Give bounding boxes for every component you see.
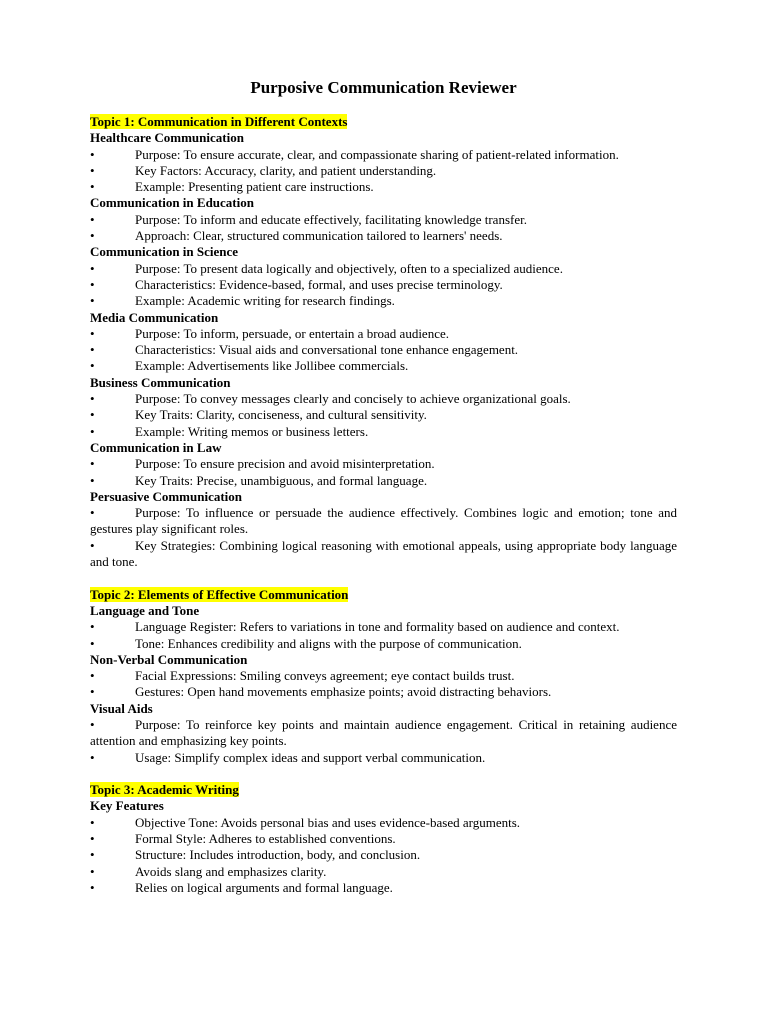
bullet-item: [90, 538, 677, 571]
bullet-text: Characteristics: Evidence-based, formal, and uses precise terminology.: [135, 276, 503, 292]
bullet-item: [90, 212, 677, 228]
bullet-icon: •: [90, 423, 95, 439]
bullet-item: [90, 473, 677, 489]
bullet-icon: •: [90, 879, 95, 895]
bullet-icon: •: [90, 472, 95, 488]
bullet-item: [90, 179, 677, 195]
bullet-item: [90, 864, 677, 880]
bullet-item: [90, 684, 677, 700]
bullet-text: Purpose: To present data logically and objectively, often to a specialized audience.: [135, 260, 563, 276]
bullet-icon: •: [90, 179, 95, 195]
bullet-text: Example: Academic writing for research findings.: [135, 293, 395, 309]
section-heading: Visual Aids: [90, 700, 153, 716]
bullet-icon: •: [90, 325, 95, 341]
topic-block: [90, 782, 677, 896]
bullet-item: [90, 636, 677, 652]
section-heading: Communication in Science: [90, 244, 239, 260]
section-heading: Language and Tone: [90, 602, 200, 618]
section-heading: Communication in Law: [90, 439, 222, 455]
bullet-text: Purpose: To inform and educate effectively, facilitating knowledge transfer.: [135, 211, 527, 227]
section-heading: Media Communication: [90, 309, 219, 325]
bullet-icon: •: [90, 162, 95, 178]
document-title: Purposive Communication Reviewer: [250, 78, 517, 97]
bullet-icon: •: [90, 358, 95, 374]
section-heading: Healthcare Communication: [90, 130, 244, 146]
bullet-text: Usage: Simplify complex ideas and support verbal communication.: [135, 749, 486, 765]
bullet-text: Purpose: To reinforce key points and maintain audience engagement. Critical in retaining audience attention and emphasizing key points.: [90, 716, 677, 749]
topics-container: [90, 114, 677, 896]
section-heading: Non-Verbal Communication: [90, 651, 248, 667]
bullet-text: Example: Writing memos or business letters.: [135, 423, 369, 439]
topic-heading-text: Topic 1: Communication in Different Contexts: [90, 114, 348, 129]
bullet-text: Tone: Enhances credibility and aligns with the purpose of communication.: [135, 635, 522, 651]
section-heading: Persuasive Communication: [90, 488, 243, 504]
bullet-icon: •: [90, 293, 95, 309]
document-page: [90, 78, 677, 896]
bullet-item: [90, 456, 677, 472]
bullet-icon: •: [90, 456, 95, 472]
bullet-item: [90, 358, 677, 374]
bullet-icon: •: [90, 211, 95, 227]
bullet-text: Key Traits: Clarity, conciseness, and cultural sensitivity.: [135, 407, 427, 423]
bullet-icon: •: [90, 716, 95, 732]
bullet-text: Relies on logical arguments and formal language.: [135, 879, 393, 895]
bullet-item: [90, 261, 677, 277]
bullet-icon: •: [90, 407, 95, 423]
bullet-item: [90, 880, 677, 896]
bullet-item: [90, 831, 677, 847]
bullet-icon: •: [90, 863, 95, 879]
topic-heading: [90, 782, 677, 798]
bullet-icon: •: [90, 684, 95, 700]
bullet-icon: •: [90, 619, 95, 635]
bullet-icon: •: [90, 260, 95, 276]
bullet-item: [90, 717, 677, 750]
bullet-text: Purpose: To inform, persuade, or entertain a broad audience.: [135, 325, 449, 341]
bullet-icon: •: [90, 342, 95, 358]
bullet-text: Purpose: To influence or persuade the audience effectively. Combines logic and emotion; tone and gestures play significant roles.: [90, 505, 677, 537]
topic-heading-text: Topic 2: Elements of Effective Communication: [90, 586, 349, 602]
bullet-item: [90, 407, 677, 423]
bullet-item: [90, 163, 677, 179]
topic-heading-text: Topic 3: Academic Writing: [90, 782, 239, 798]
bullet-icon: •: [90, 276, 95, 292]
bullet-item: [90, 815, 677, 831]
bullet-text: Example: Presenting patient care instructions.: [135, 179, 374, 195]
bullet-item: [90, 750, 677, 766]
bullet-item: [90, 326, 677, 342]
bullet-item: [90, 505, 677, 538]
bullet-icon: •: [90, 668, 95, 684]
bullet-text: Language Register: Refers to variations in tone and formality based on audience and context.: [135, 619, 620, 635]
bullet-icon: •: [90, 146, 95, 162]
bullet-icon: •: [90, 814, 95, 830]
bullet-text: Facial Expressions: Smiling conveys agreement; eye contact builds trust.: [135, 668, 515, 684]
bullet-icon: •: [90, 228, 95, 244]
bullet-text: Purpose: To ensure accurate, clear, and compassionate sharing of patient-related information.: [135, 146, 619, 162]
bullet-item: [90, 847, 677, 863]
bullet-icon: •: [90, 831, 95, 847]
section-heading: Key Features: [90, 798, 164, 814]
bullet-text: Characteristics: Visual aids and conversational tone enhance engagement.: [135, 342, 519, 358]
bullet-icon: •: [90, 537, 95, 553]
bullet-text: Key Factors: Accuracy, clarity, and patient understanding.: [135, 162, 437, 178]
topic-block: [90, 114, 677, 570]
bullet-item: [90, 293, 677, 309]
bullet-text: Purpose: To ensure precision and avoid misinterpretation.: [135, 456, 435, 472]
bullet-icon: •: [90, 391, 95, 407]
bullet-text: Key Strategies: Combining logical reasoning with emotional appeals, using appropriate body language and tone.: [90, 537, 677, 570]
bullet-text: Gestures: Open hand movements emphasize points; avoid distracting behaviors.: [135, 684, 552, 700]
bullet-text: Avoids slang and emphasizes clarity.: [135, 863, 327, 879]
bullet-item: [90, 342, 677, 358]
bullet-item: [90, 619, 677, 635]
bullet-icon: •: [90, 635, 95, 651]
bullet-text: Purpose: To convey messages clearly and concisely to achieve organizational goals.: [135, 391, 571, 407]
bullet-item: [90, 391, 677, 407]
bullet-item: [90, 228, 677, 244]
bullet-item: [90, 147, 677, 163]
bullet-item: [90, 424, 677, 440]
bullet-text: Objective Tone: Avoids personal bias and uses evidence-based arguments.: [135, 814, 521, 830]
bullet-text: Example: Advertisements like Jollibee commercials.: [135, 358, 409, 374]
topic-heading: [90, 587, 677, 603]
bullet-item: [90, 668, 677, 684]
bullet-text: Key Traits: Precise, unambiguous, and formal language.: [135, 472, 428, 488]
bullet-text: Formal Style: Adheres to established conventions.: [135, 831, 396, 847]
topic-block: [90, 587, 677, 766]
bullet-icon: •: [90, 505, 95, 521]
bullet-icon: •: [90, 847, 95, 863]
bullet-icon: •: [90, 749, 95, 765]
bullet-text: Structure: Includes introduction, body, and conclusion.: [135, 847, 421, 863]
bullet-text: Approach: Clear, structured communication tailored to learners' needs.: [135, 228, 503, 244]
bullet-item: [90, 277, 677, 293]
section-heading: Communication in Education: [90, 195, 254, 211]
topic-heading: [90, 114, 677, 130]
section-heading: Business Communication: [90, 374, 231, 390]
